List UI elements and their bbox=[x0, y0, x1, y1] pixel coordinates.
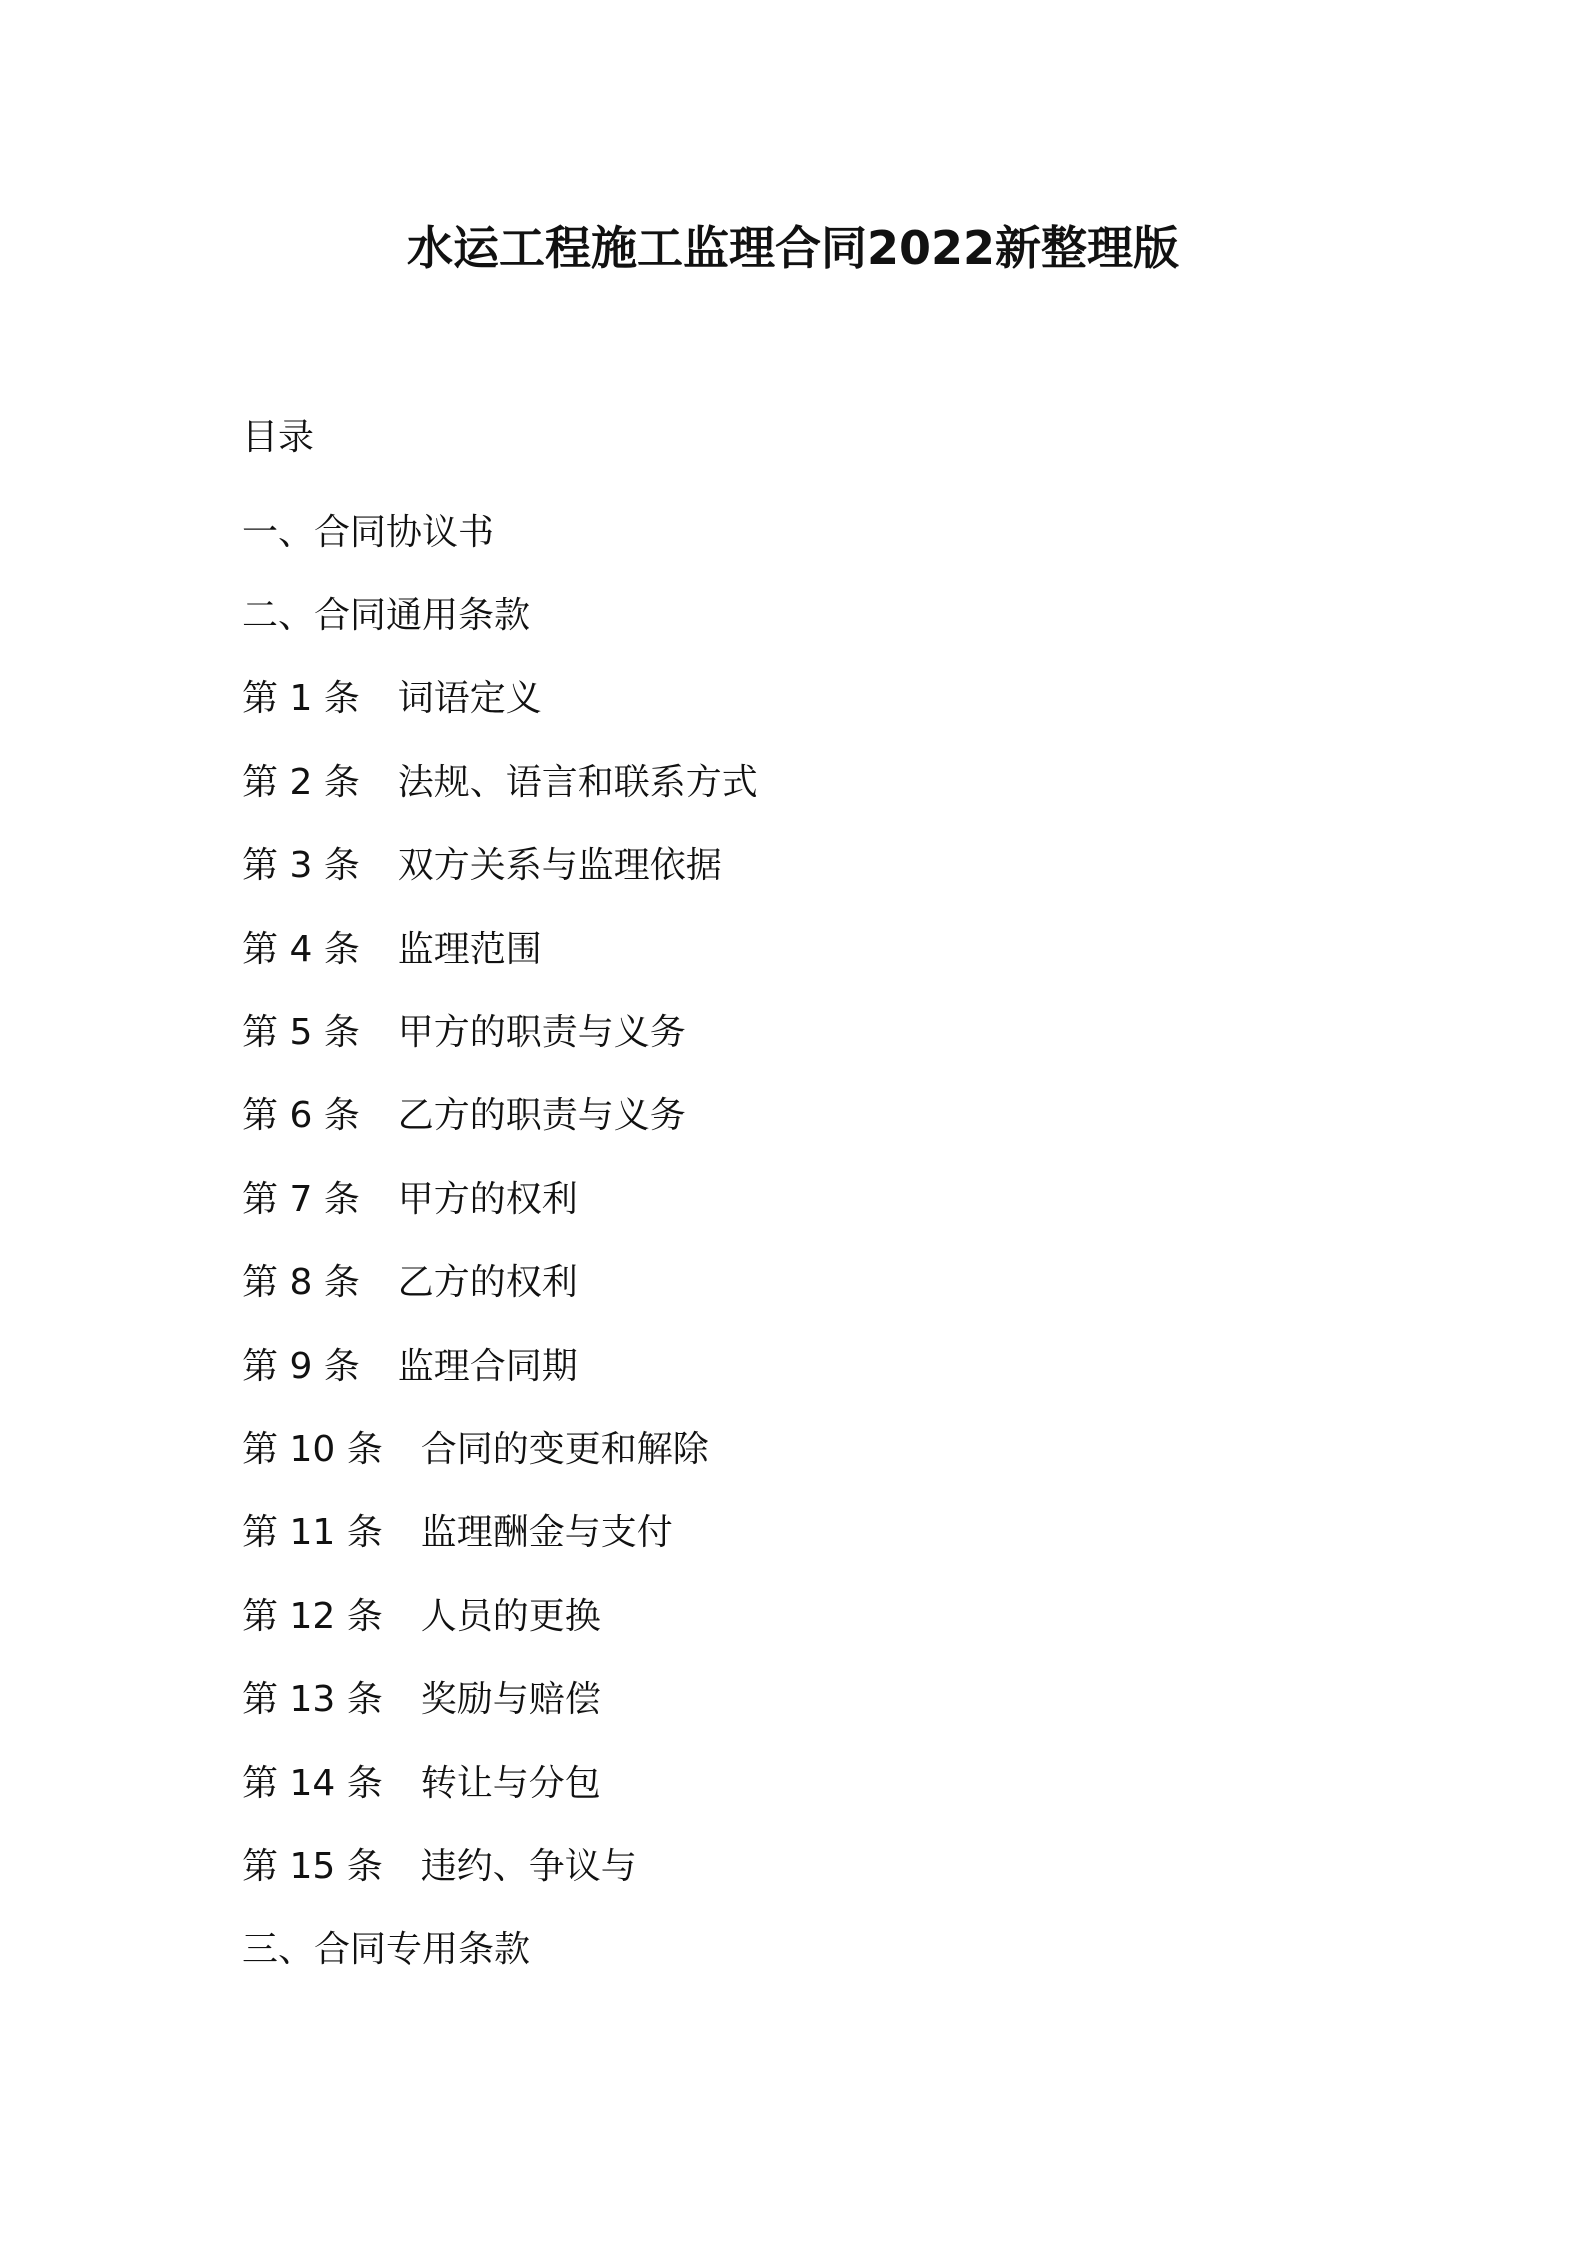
document-title: 水运工程施工监理合同2022新整理版 bbox=[406, 221, 1180, 275]
toc-item bbox=[242, 491, 1342, 574]
toc-item-label: 甲方的职责与义务 bbox=[397, 1012, 686, 1054]
toc-item-label: 监理合同期 bbox=[397, 1345, 578, 1387]
toc-item-label: 法规、语言和联系方式 bbox=[397, 761, 758, 803]
toc-item-label: 甲方的权利 bbox=[397, 1178, 578, 1220]
toc-item-label: 词语定义 bbox=[397, 678, 542, 720]
toc-item bbox=[242, 1492, 1342, 1575]
toc-item-label: 转让与分包 bbox=[420, 1762, 601, 1804]
toc-item-number: 第 3 条 bbox=[242, 845, 360, 887]
toc-item-label: 合同专用条款 bbox=[314, 1929, 531, 1971]
toc-item-number: 第 15 条 bbox=[242, 1845, 383, 1887]
toc-item-label: 乙方的职责与义务 bbox=[397, 1095, 686, 1137]
toc-item-number: 第 10 条 bbox=[242, 1428, 383, 1470]
toc-item-number: 第 13 条 bbox=[242, 1679, 383, 1721]
toc-item-label: 监理酬金与支付 bbox=[420, 1512, 673, 1554]
toc-item bbox=[242, 908, 1342, 991]
toc-item-label: 人员的更换 bbox=[420, 1595, 601, 1637]
toc-item bbox=[242, 741, 1342, 824]
toc-item-number: 第 2 条 bbox=[242, 761, 360, 803]
toc-item-number: 第 6 条 bbox=[242, 1095, 360, 1137]
toc-item-label: 乙方的权利 bbox=[397, 1262, 578, 1304]
toc-item bbox=[242, 1242, 1342, 1325]
toc-item-number: 第 4 条 bbox=[242, 928, 360, 970]
toc-item bbox=[242, 658, 1342, 741]
toc-item-number: 三、 bbox=[242, 1929, 315, 1971]
toc-item-number: 二、 bbox=[242, 595, 315, 637]
toc-item-number: 第 9 条 bbox=[242, 1345, 360, 1387]
toc-list bbox=[242, 491, 1342, 1992]
toc-item bbox=[242, 574, 1342, 657]
toc-item-label: 合同通用条款 bbox=[314, 595, 531, 637]
toc-item bbox=[242, 991, 1342, 1074]
toc-item-label: 合同的变更和解除 bbox=[420, 1428, 709, 1470]
toc-item-label: 合同协议书 bbox=[314, 511, 495, 553]
toc-heading: 目录 bbox=[242, 417, 315, 458]
toc-item bbox=[242, 1909, 1342, 1992]
toc-item bbox=[242, 1825, 1342, 1908]
toc-item-number: 第 14 条 bbox=[242, 1762, 383, 1804]
toc-item-number: 第 11 条 bbox=[242, 1512, 383, 1554]
toc-item-number: 一、 bbox=[242, 511, 315, 553]
toc-item bbox=[242, 1325, 1342, 1408]
toc-item-number: 第 8 条 bbox=[242, 1262, 360, 1304]
toc-item-label: 奖励与赔偿 bbox=[420, 1679, 601, 1721]
toc-item bbox=[242, 1075, 1342, 1158]
toc-item bbox=[242, 1742, 1342, 1825]
toc-item bbox=[242, 825, 1342, 908]
toc-item-number: 第 1 条 bbox=[242, 678, 360, 720]
toc-item bbox=[242, 1158, 1342, 1241]
toc-item bbox=[242, 1575, 1342, 1658]
toc-item-label: 双方关系与监理依据 bbox=[397, 845, 722, 887]
table-of-contents bbox=[242, 408, 1342, 1992]
toc-item-label: 监理范围 bbox=[397, 928, 542, 970]
toc-item bbox=[242, 1408, 1342, 1491]
toc-item bbox=[242, 1658, 1342, 1741]
toc-item-number: 第 7 条 bbox=[242, 1178, 360, 1220]
toc-item-number: 第 12 条 bbox=[242, 1595, 383, 1637]
toc-item-number: 第 5 条 bbox=[242, 1012, 360, 1054]
toc-item-label: 违约、争议与 bbox=[420, 1845, 637, 1887]
